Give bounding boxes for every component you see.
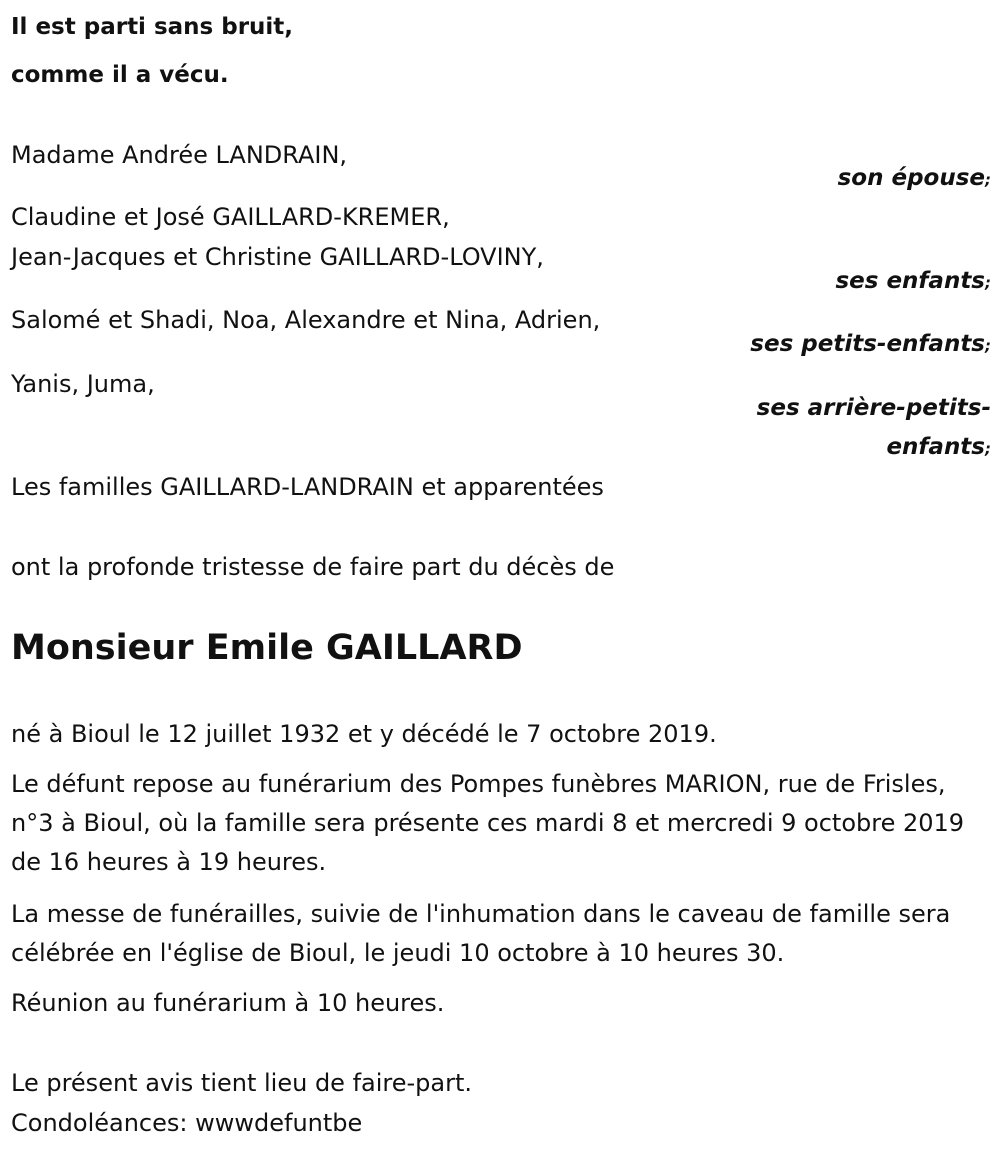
notice-line: Le présent avis tient lieu de faire-part. bbox=[11, 1069, 473, 1097]
children-role-text: ses enfants bbox=[835, 268, 985, 294]
children-role bbox=[835, 266, 991, 298]
condolences-line: Condoléances: wwwdefuntbe bbox=[11, 1109, 363, 1137]
spouse-name: Madame Andrée LANDRAIN, bbox=[11, 141, 348, 169]
semicolon: ; bbox=[985, 171, 991, 189]
birth-death-line: né à Bioul le 12 juillet 1932 et y décédé le 7 octobre 2019. bbox=[11, 720, 717, 748]
reunion-line: Réunion au funérarium à 10 heures. bbox=[11, 989, 445, 1017]
children-line-1: Claudine et José GAILLARD-KREMER, bbox=[11, 203, 450, 231]
spouse-role bbox=[838, 163, 991, 195]
semicolon: ; bbox=[985, 274, 991, 292]
spouse-role-text: son épouse bbox=[837, 165, 985, 191]
children-line-2: Jean-Jacques et Christine GAILLARD-LOVINY, bbox=[11, 243, 544, 271]
epigraph-line-1: Il est parti sans bruit, bbox=[11, 14, 294, 40]
semicolon: ; bbox=[985, 440, 991, 458]
epigraph-line-2: comme il a vécu. bbox=[11, 62, 229, 88]
great-grandchildren-role-text: enfants bbox=[886, 434, 985, 460]
semicolon: ; bbox=[985, 337, 991, 355]
great-grandchildren-role-line-2 bbox=[886, 432, 991, 464]
grandchildren-role-text: ses petits-enfants bbox=[750, 331, 985, 357]
great-grandchildren-role-line-1: ses arrière-petits- bbox=[756, 395, 991, 421]
deceased-name: Monsieur Emile GAILLARD bbox=[11, 628, 523, 668]
families-line: Les familles GAILLARD-LANDRAIN et apparentées bbox=[11, 473, 604, 501]
repose-paragraph: Le défunt repose au funérarium des Pompes funèbres MARION, rue de Frisles, n°3 à Bioul, où la famille sera présente ces mardi 8 et mercredi 9 octobre 2019 de 16 heures à 19 heures. bbox=[11, 770, 965, 876]
mass-paragraph: La messe de funérailles, suivie de l'inhumation dans le caveau de famille sera célébrée en l'église de Bioul, le jeudi 10 octobre à 10 heures 30. bbox=[11, 900, 951, 967]
announcement-line: ont la profonde tristesse de faire part du décès de bbox=[11, 553, 615, 581]
great-grandchildren-names: Yanis, Juma, bbox=[11, 370, 155, 398]
grandchildren-role bbox=[750, 329, 991, 361]
grandchildren-names: Salomé et Shadi, Noa, Alexandre et Nina, Adrien, bbox=[11, 306, 601, 334]
